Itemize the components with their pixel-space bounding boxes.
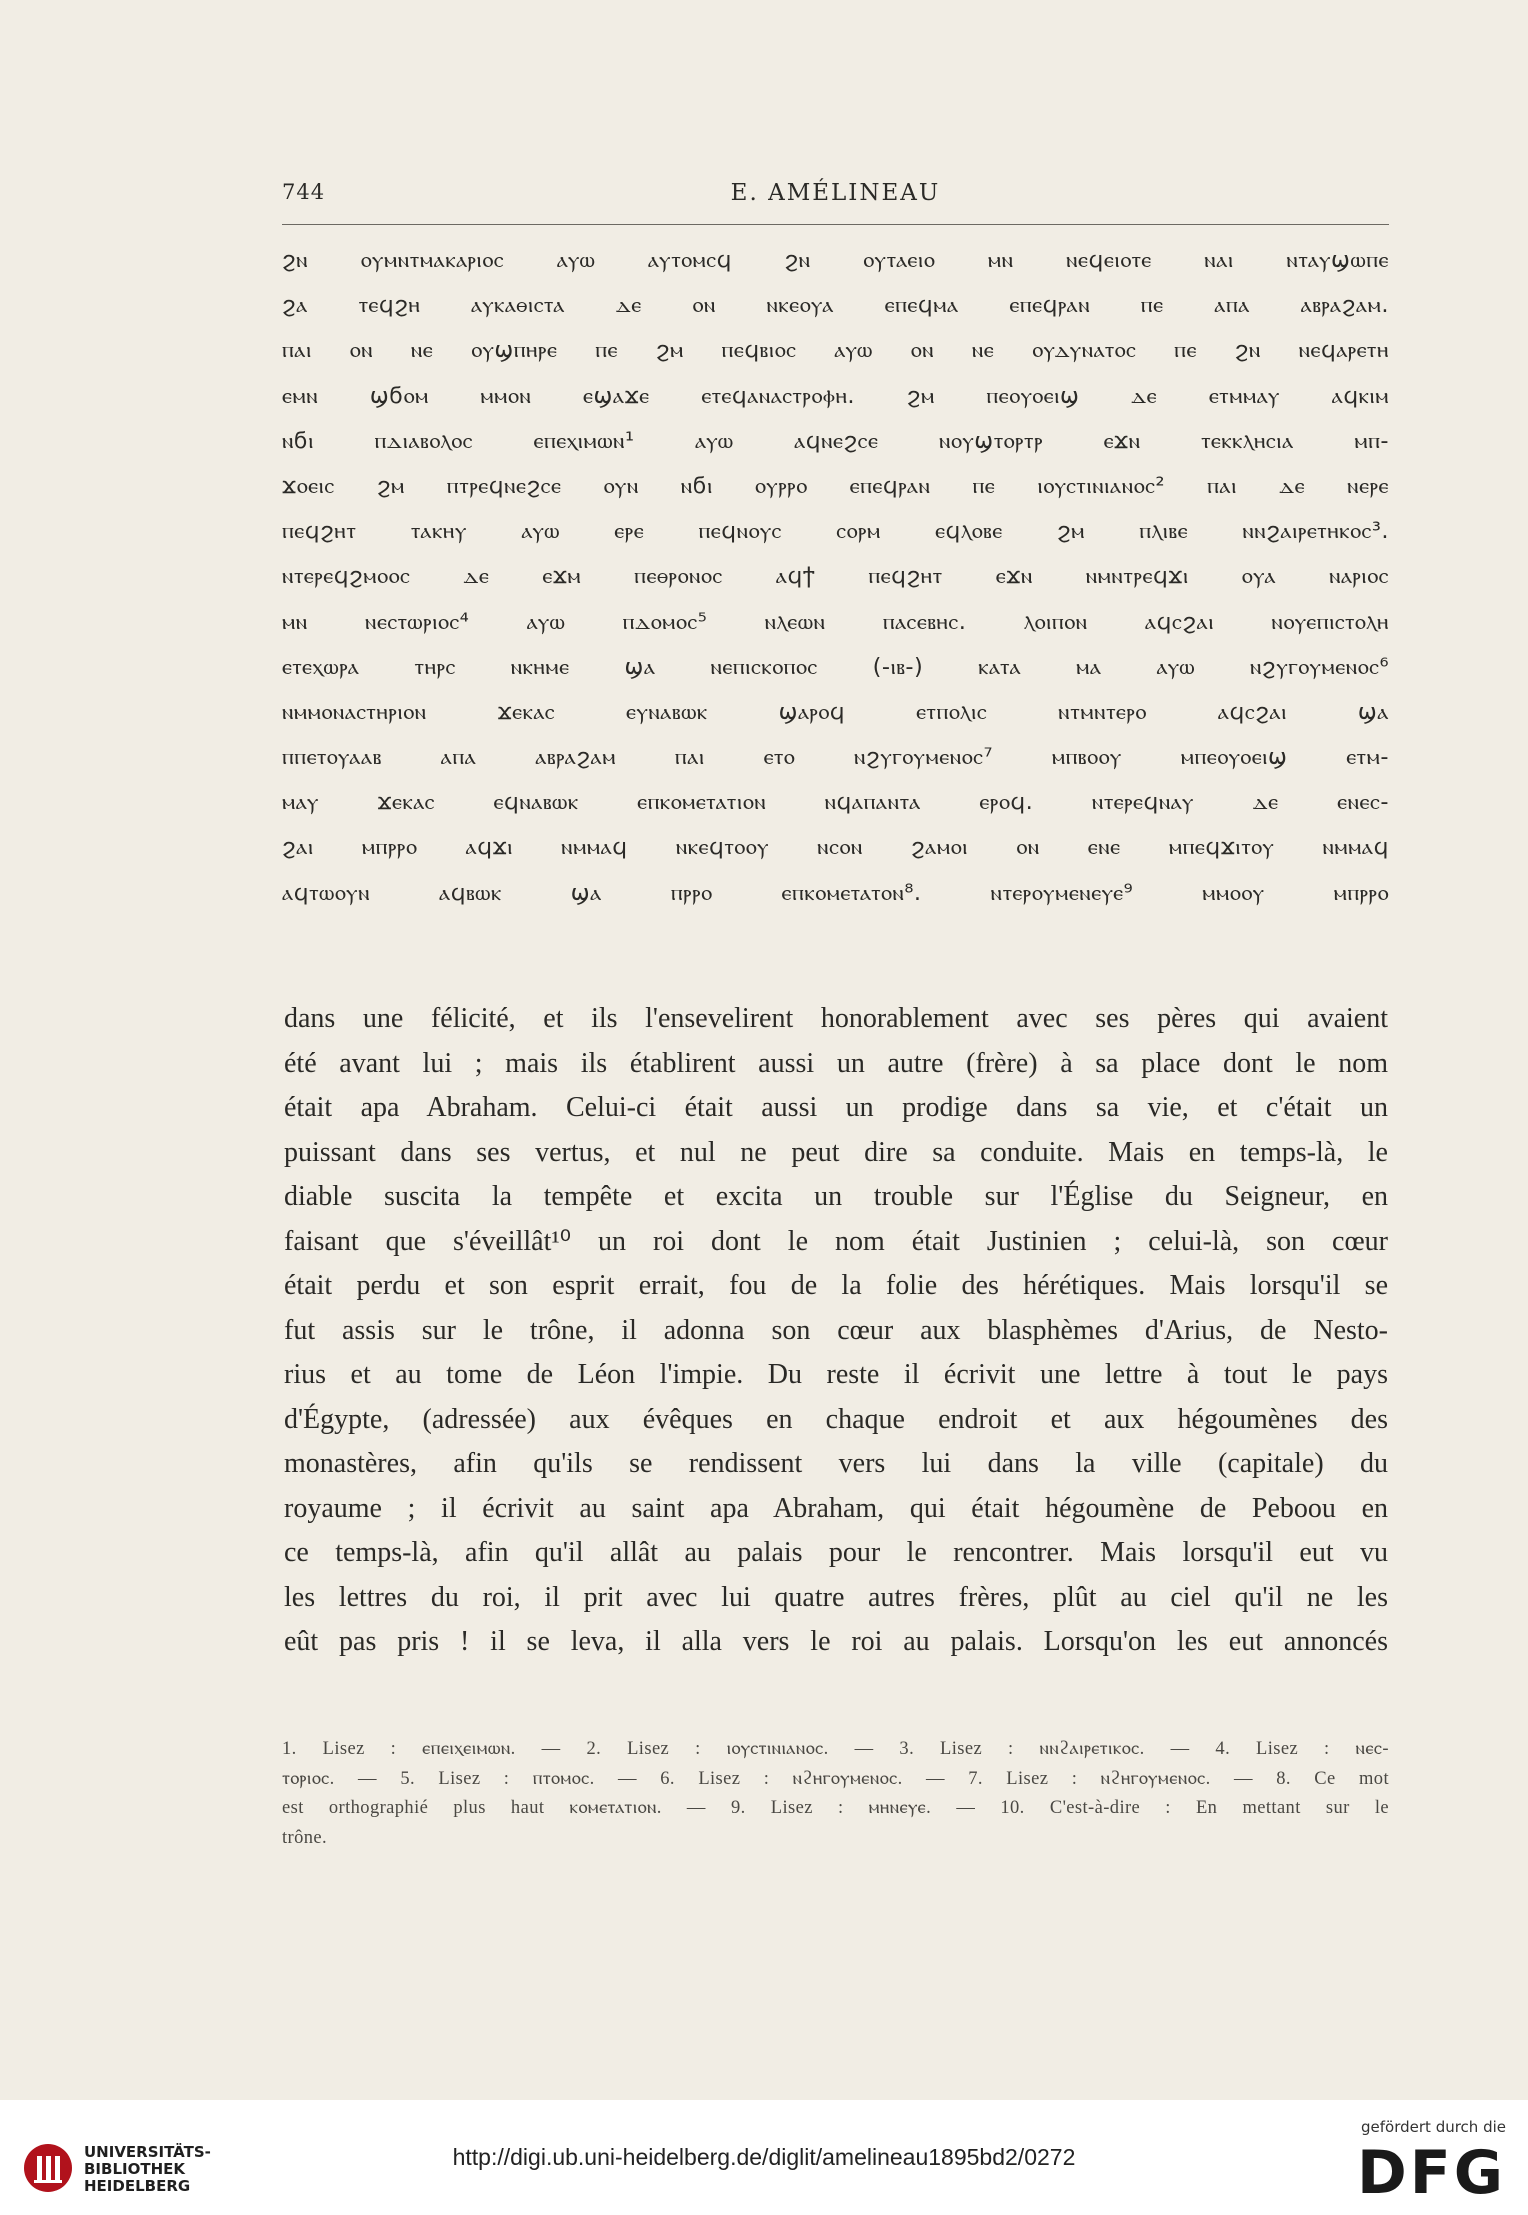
footnotes-block [282, 1735, 1389, 1853]
coptic-text-block [282, 238, 1389, 916]
french-translation-block [284, 997, 1388, 1665]
coptic-line: ⲡⲉϥϩⲏⲧ ⲧⲁⲕⲏⲩ ⲁⲩⲱ ⲉⲣⲉ ⲡⲉϥⲛⲟⲩⲥ ⲥⲟⲣⲙ ⲉϥⲗⲟⲃⲉ ϩⲙ ⲡⲗⲓⲃⲉ ⲛⲛϩⲁⲓⲣⲉⲧⲏⲕⲟⲥ³. [282, 518, 1389, 545]
library-name-line: HEIDELBERG [84, 2177, 191, 2195]
coptic-line: ⲛⲧⲉⲣⲉϥϩⲙⲟⲟⲥ ⲇⲉ ⲉϫⲙ ⲡⲉⲑⲣⲟⲛⲟⲥ ⲁϥϯ ⲡⲉϥϩⲏⲧ ⲉϫⲛ ⲛⲙⲛⲧⲣⲉϥϫⲓ ⲟⲩⲁ ⲛⲁⲣⲓⲟⲥ [282, 563, 1389, 590]
footnote-line: trône. [282, 1827, 328, 1848]
dfg-logo: DFG [1356, 2138, 1506, 2208]
french-line: eût pas pris ! il se leva, il alla vers le roi au palais. Lorsqu'on les eut annoncés [284, 1626, 1388, 1657]
coptic-line: ⲉⲧⲉⲭⲱⲣⲁ ⲧⲏⲣⲥ ⲛⲕⲏⲙⲉ ϣⲁ ⲛⲉⲡⲓⲥⲕⲟⲡⲟⲥ (-ⲓⲃ-) ⲕⲁⲧⲁ ⲙⲁ ⲁⲩⲱ ⲛϩⲩⲅⲟⲩⲙⲉⲛⲟⲥ⁶ [282, 653, 1389, 680]
coptic-line: ϩⲁ ⲧⲉϥϩⲏ ⲁⲩⲕⲁⲑⲓⲥⲧⲁ ⲇⲉ ⲟⲛ ⲛⲕⲉⲟⲩⲁ ⲉⲡⲉϥⲙⲁ ⲉⲡⲉϥⲣⲁⲛ ⲡⲉ ⲁⲡⲁ ⲁⲃⲣⲁϩⲁⲙ. [282, 292, 1389, 319]
library-name-line: BIBLIOTHEK [84, 2160, 185, 2178]
french-line: d'Égypte, (adressée) aux évêques en chaque endroit et aux hégoumènes des [284, 1403, 1388, 1435]
coptic-line: ⲙⲛ ⲛⲉⲥⲧⲱⲣⲓⲟⲥ⁴ ⲁⲩⲱ ⲡⲇⲟⲙⲟⲥ⁵ ⲛⲗⲉⲱⲛ ⲡⲁⲥⲉⲃⲏⲥ. ⲗⲟⲓⲡⲟⲛ ⲁϥⲥϩⲁⲓ ⲛⲟⲩⲉⲡⲓⲥⲧⲟⲗⲏ [282, 608, 1389, 635]
french-line: faisant que s'éveillât¹⁰ un roi dont le nom était Justinien ; celui-là, son cœur [284, 1225, 1388, 1257]
french-line: puissant dans ses vertus, et nul ne peut dire sa conduite. Mais en temps-là, le [284, 1136, 1388, 1168]
page-header [282, 180, 1389, 220]
footnote-line: est orthographié plus haut ⲕⲟⲙⲉⲧⲁⲧⲓⲟⲛ. — 9. Lisez : ⲙⲏⲛⲉⲩⲉ. — 10. C'est-à-dire : En mettant sur le [282, 1798, 1389, 1818]
coptic-line: ⲉⲙⲛ ϣϭⲟⲙ ⲙⲙⲟⲛ ⲉϣⲁϫⲉ ⲉⲧⲉϥⲁⲛⲁⲥⲧⲣⲟⲫⲏ. ϩⲙ ⲡⲉⲟⲩⲟⲉⲓϣ ⲇⲉ ⲉⲧⲙⲙⲁⲩ ⲁϥⲕⲓⲙ [282, 382, 1389, 409]
page-number: 744 [282, 180, 326, 204]
coptic-line: ⲙⲁⲩ ϫⲉⲕⲁⲥ ⲉϥⲛⲁⲃⲱⲕ ⲉⲡⲕⲟⲙⲉⲧⲁⲧⲓⲟⲛ ⲛϥⲁⲡⲁⲛⲧⲁ ⲉⲣⲟϥ. ⲛⲧⲉⲣⲉϥⲛⲁⲩ ⲇⲉ ⲉⲛⲉⲥ- [282, 789, 1389, 816]
permalink-url[interactable]: http://digi.ub.uni-heidelberg.de/diglit/amelineau1895bd2/0272 [452, 2144, 1076, 2170]
running-title: E. AMÉLINEAU [730, 180, 941, 206]
library-name-line: UNIVERSITÄTS- [84, 2143, 211, 2161]
french-line: était apa Abraham. Celui-ci était aussi un prodige dans sa vie, et c'était un [284, 1092, 1388, 1123]
french-line: ce temps-là, afin qu'il allât au palais pour le rencontrer. Mais lorsqu'il eut vu [284, 1537, 1388, 1568]
french-line: les lettres du roi, il prit avec lui quatre autres frères, plût au ciel qu'il ne les [284, 1581, 1388, 1613]
french-line: fut assis sur le trône, il adonna son cœur aux blasphèmes d'Arius, de Nesto- [284, 1314, 1388, 1346]
coptic-line: ⲛϭⲓ ⲡⲇⲓⲁⲃⲟⲗⲟⲥ ⲉⲡⲉⲭⲓⲙⲱⲛ¹ ⲁⲩⲱ ⲁϥⲛⲉϩⲥⲉ ⲛⲟⲩϣⲧⲟⲣⲧⲣ ⲉϫⲛ ⲧⲉⲕⲕⲗⲏⲥⲓⲁ ⲙⲡ- [282, 427, 1389, 454]
coptic-line: ⲡⲁⲓ ⲟⲛ ⲛⲉ ⲟⲩϣⲡⲏⲣⲉ ⲡⲉ ϩⲙ ⲡⲉϥⲃⲓⲟⲥ ⲁⲩⲱ ⲟⲛ ⲛⲉ ⲟⲩⲇⲩⲛⲁⲧⲟⲥ ⲡⲉ ϩⲛ ⲛⲉϥⲁⲣⲉⲧⲏ [282, 337, 1389, 364]
coptic-line: ϩⲁⲓ ⲙⲡⲣⲣⲟ ⲁϥϫⲓ ⲛⲙⲙⲁϥ ⲛⲕⲉϥⲧⲟⲟⲩ ⲛⲥⲟⲛ ϩⲁⲙⲟⲓ ⲟⲛ ⲉⲛⲉ ⲙⲡⲉϥϫⲓⲧⲟⲩ ⲛⲙⲙⲁϥ [282, 834, 1389, 861]
viewer-footer [0, 2100, 1528, 2215]
french-line: était perdu et son esprit errait, fou de la folie des hérétiques. Mais lorsqu'il se [284, 1270, 1388, 1301]
footnote-line: 1. Lisez : ⲉⲡⲉⲓⲭⲉⲓⲙⲱⲛ. — 2. Lisez : ⲓⲟⲩⲥⲧⲓⲛⲓⲁⲛⲟⲥ. — 3. Lisez : ⲛⲛϩⲁⲓⲣⲉⲧⲓⲕⲟⲥ. — 4. Lisez : ⲛⲉⲥ- [282, 1739, 1389, 1759]
sponsor-caption: gefördert durch die [1361, 2118, 1506, 2136]
french-line: monastères, afin qu'ils se rendissent vers lui dans la ville (capitale) du [284, 1448, 1388, 1479]
footnote-line: ⲧⲟⲣⲓⲟⲥ. — 5. Lisez : ⲡⲧⲟⲙⲟⲥ. — 6. Lisez : ⲛϩⲏⲅⲟⲩⲙⲉⲛⲟⲥ. — 7. Lisez : ⲛϩⲏⲅⲟⲩⲙⲉⲛⲟⲥ. — 8. Ce mot [282, 1768, 1389, 1789]
coptic-line: ⲛⲙⲙⲟⲛⲁⲥⲧⲏⲣⲓⲟⲛ ϫⲉⲕⲁⲥ ⲉⲩⲛⲁⲃⲱⲕ ϣⲁⲣⲟϥ ⲉⲧⲡⲟⲗⲓⲥ ⲛⲧⲙⲛⲧⲉⲣⲟ ⲁϥⲥϩⲁⲓ ϣⲁ [282, 698, 1389, 725]
header-rule [282, 224, 1389, 225]
french-line: dans une félicité, et ils l'ensevelirent honorablement avec ses pères qui avaient [284, 1003, 1388, 1034]
french-line: royaume ; il écrivit au saint apa Abraham, qui était hégoumène de Peboou en [284, 1492, 1388, 1524]
coptic-line: ϩⲛ ⲟⲩⲙⲛⲧⲙⲁⲕⲁⲣⲓⲟⲥ ⲁⲩⲱ ⲁⲩⲧⲟⲙⲥϥ ϩⲛ ⲟⲩⲧⲁⲉⲓⲟ ⲙⲛ ⲛⲉϥⲉⲓⲟⲧⲉ ⲛⲁⲓ ⲛⲧⲁⲩϣⲱⲡⲉ [282, 247, 1389, 273]
french-line: diable suscita la tempête et excita un trouble sur l'Église du Seigneur, en [284, 1181, 1388, 1212]
french-line: rius et au tome de Léon l'impie. Du reste il écrivit une lettre à tout le pays [284, 1359, 1388, 1390]
coptic-line: ⲁϥⲧⲱⲟⲩⲛ ⲁϥⲃⲱⲕ ϣⲁ ⲡⲣⲣⲟ ⲉⲡⲕⲟⲙⲉⲧⲁⲧⲟⲛ⁸. ⲛⲧⲉⲣⲟⲩⲙⲉⲛⲉⲩⲉ⁹ ⲙⲙⲟⲟⲩ ⲙⲡⲣⲣⲟ [282, 879, 1389, 906]
french-line: été avant lui ; mais ils établirent aussi un autre (frère) à sa place dont le nom [284, 1047, 1388, 1079]
coptic-line: ϫⲟⲉⲓⲥ ϩⲙ ⲡⲧⲣⲉϥⲛⲉϩⲥⲉ ⲟⲩⲛ ⲛϭⲓ ⲟⲩⲣⲣⲟ ⲉⲡⲉϥⲣⲁⲛ ⲡⲉ ⲓⲟⲩⲥⲧⲓⲛⲓⲁⲛⲟⲥ² ⲡⲁⲓ ⲇⲉ ⲛⲉⲣⲉ [282, 472, 1389, 499]
coptic-line: ⲡⲡⲉⲧⲟⲩⲁⲁⲃ ⲁⲡⲁ ⲁⲃⲣⲁϩⲁⲙ ⲡⲁⲓ ⲉⲧⲟ ⲛϩⲩⲅⲟⲩⲙⲉⲛⲟⲥ⁷ ⲙⲡⲃⲟⲟⲩ ⲙⲡⲉⲟⲩⲟⲉⲓϣ ⲉⲧⲙ- [282, 744, 1389, 771]
